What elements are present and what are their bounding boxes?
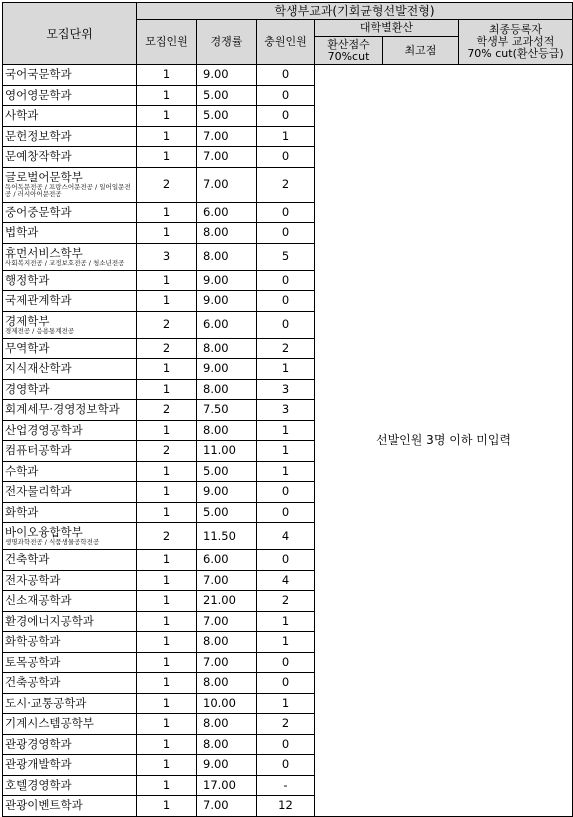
unit-name: 관광개발학과: [5, 757, 72, 772]
competition-rate: 9.00: [197, 291, 257, 312]
recruit-count: 1: [137, 570, 197, 591]
recruit-count: 1: [137, 714, 197, 735]
header-unit: 모집단위: [3, 3, 137, 65]
competition-rate: 8.00: [197, 734, 257, 755]
header-recruit: 모집인원: [137, 20, 197, 65]
recruit-count: 1: [137, 379, 197, 400]
competition-rate: 11.00: [197, 441, 257, 462]
competition-rate: 7.00: [197, 126, 257, 147]
unit-name: 문헌정보학과: [5, 128, 72, 143]
unit-cell: [3, 755, 137, 776]
unit-name: 건축학과: [5, 552, 50, 567]
additional-count: 4: [257, 523, 315, 550]
recruit-count: 2: [137, 400, 197, 421]
unit-name: 산업경영공학과: [5, 422, 83, 437]
additional-count: 1: [257, 611, 315, 632]
additional-count: 0: [257, 482, 315, 503]
competition-rate: 17.00: [197, 775, 257, 796]
header-group: 학생부교과(기회균형선발전형): [137, 3, 573, 20]
competition-rate: 7.00: [197, 167, 257, 202]
unit-majors: 사회복지전공 / 교정보호전공 / 청소년전공: [5, 258, 125, 267]
unit-name: 바이오융합학부: [5, 525, 83, 539]
unit-cell: [3, 106, 137, 127]
competition-rate: 9.00: [197, 755, 257, 776]
additional-count: 2: [257, 714, 315, 735]
additional-count: 12: [257, 796, 315, 817]
unit-cell: [3, 147, 137, 168]
recruit-count: 1: [137, 652, 197, 673]
competition-rate: 7.00: [197, 796, 257, 817]
unit-cell: [3, 461, 137, 482]
unit-name: 회계세무·경영정보학과: [5, 402, 120, 417]
competition-rate: 7.00: [197, 570, 257, 591]
unit-cell: [3, 270, 137, 291]
additional-count: 0: [257, 734, 315, 755]
unit-name: 호텔경영학과: [5, 777, 72, 792]
additional-count: 1: [257, 359, 315, 380]
unit-name: 화학공학과: [5, 634, 61, 649]
unit-cell: [3, 126, 137, 147]
recruit-count: 1: [137, 147, 197, 168]
unit-majors: 생명과학전공 / 식품생물공학전공: [5, 538, 100, 546]
additional-count: 0: [257, 202, 315, 223]
competition-rate: 7.00: [197, 652, 257, 673]
additional-count: 1: [257, 693, 315, 714]
unit-cell: [3, 243, 137, 270]
unit-majors: 경제전공 / 응용통계전공: [5, 326, 75, 335]
additional-count: -: [257, 775, 315, 796]
additional-count: 0: [257, 311, 315, 338]
unit-name: 신소재공학과: [5, 593, 72, 608]
recruit-count: 1: [137, 796, 197, 817]
additional-count: 3: [257, 400, 315, 421]
unit-cell: [3, 550, 137, 571]
additional-count: 0: [257, 550, 315, 571]
recruit-count: 1: [137, 673, 197, 694]
recruit-count: 2: [137, 441, 197, 462]
unit-name: 경영학과: [5, 381, 50, 396]
unit-cell: [3, 734, 137, 755]
unit-cell: [3, 591, 137, 612]
additional-count: 0: [257, 65, 315, 86]
header-univ-conv: 대학별환산: [315, 20, 459, 37]
additional-count: 0: [257, 291, 315, 312]
unit-name: 행정학과: [5, 272, 50, 287]
competition-rate: 11.50: [197, 523, 257, 550]
competition-rate: 5.00: [197, 502, 257, 523]
competition-rate: 8.00: [197, 243, 257, 270]
unit-cell: [3, 420, 137, 441]
unit-name: 지식재산학과: [5, 361, 72, 376]
unit-name: 문예창작학과: [5, 149, 72, 164]
unit-cell: [3, 400, 137, 421]
unit-name: 화학과: [5, 504, 39, 519]
recruit-count: 1: [137, 65, 197, 86]
recruit-count: 1: [137, 550, 197, 571]
recruit-count: 1: [137, 106, 197, 127]
additional-count: 5: [257, 243, 315, 270]
unit-name: 도시·교통공학과: [5, 695, 87, 710]
competition-rate: 5.00: [197, 85, 257, 106]
competition-rate: 5.00: [197, 106, 257, 127]
recruit-count: 1: [137, 775, 197, 796]
competition-rate: 9.00: [197, 270, 257, 291]
additional-count: 1: [257, 441, 315, 462]
competition-rate: 21.00: [197, 591, 257, 612]
competition-rate: 6.00: [197, 311, 257, 338]
competition-rate: 5.00: [197, 461, 257, 482]
recruit-count: 1: [137, 85, 197, 106]
header-grade-cut: 학생부 교과성적 70% cut(환산등급): [467, 35, 564, 60]
unit-name: 법학과: [5, 225, 39, 240]
unit-cell: [3, 223, 137, 244]
unit-name: 수학과: [5, 463, 39, 478]
competition-rate: 9.00: [197, 359, 257, 380]
recruit-count: 2: [137, 311, 197, 338]
additional-count: 0: [257, 106, 315, 127]
recruit-count: 1: [137, 359, 197, 380]
unit-name: 경제학부: [5, 313, 50, 328]
unit-cell: [3, 673, 137, 694]
competition-rate: 8.00: [197, 223, 257, 244]
unit-cell: [3, 85, 137, 106]
competition-rate: 8.00: [197, 673, 257, 694]
unit-cell: [3, 202, 137, 223]
additional-count: 0: [257, 652, 315, 673]
unit-cell: [3, 379, 137, 400]
unit-majors: 독어독문전공 / 프랑스어문전공 / 일어일문전공 / 러시아어문전공: [5, 183, 131, 198]
recruit-count: 1: [137, 126, 197, 147]
table-row: [3, 65, 573, 86]
unit-cell: [3, 693, 137, 714]
additional-count: 0: [257, 673, 315, 694]
unit-name: 전자물리학과: [5, 484, 72, 499]
recruit-count: 1: [137, 734, 197, 755]
header-additional: 충원인원: [257, 20, 315, 65]
unit-cell: [3, 291, 137, 312]
unit-name: 토목공학과: [5, 654, 61, 669]
unit-name: 휴먼서비스학부: [5, 245, 83, 260]
unit-cell: [3, 796, 137, 817]
header-max-score: 최고점: [383, 37, 459, 65]
admission-results-table: [2, 2, 573, 817]
recruit-count: 1: [137, 611, 197, 632]
unit-name: 관광이벤트학과: [5, 798, 83, 813]
additional-count: 4: [257, 570, 315, 591]
competition-rate: 9.00: [197, 482, 257, 503]
recruit-count: 1: [137, 291, 197, 312]
unit-cell: [3, 338, 137, 359]
unit-cell: [3, 359, 137, 380]
recruit-count: 1: [137, 632, 197, 653]
additional-count: 2: [257, 591, 315, 612]
additional-count: 0: [257, 147, 315, 168]
unit-name: 중어중문학과: [5, 204, 72, 219]
unit-name: 컴퓨터공학과: [5, 443, 72, 458]
additional-count: 2: [257, 167, 315, 202]
unit-cell: [3, 65, 137, 86]
unit-name: 환경에너지공학과: [5, 613, 94, 628]
recruit-count: 1: [137, 461, 197, 482]
additional-count: 0: [257, 223, 315, 244]
header-conv-score: 환산점수 70%cut: [315, 37, 383, 65]
recruit-count: 2: [137, 523, 197, 550]
unit-cell: [3, 775, 137, 796]
competition-rate: 7.00: [197, 147, 257, 168]
additional-count: 1: [257, 420, 315, 441]
additional-count: 0: [257, 502, 315, 523]
competition-rate: 6.00: [197, 550, 257, 571]
unit-name: 무역학과: [5, 340, 50, 355]
unit-name: 영어영문학과: [5, 87, 72, 102]
competition-rate: 10.00: [197, 693, 257, 714]
additional-count: 0: [257, 270, 315, 291]
recruit-count: 1: [137, 420, 197, 441]
unit-cell: [3, 482, 137, 503]
competition-rate: 7.50: [197, 400, 257, 421]
additional-count: 0: [257, 755, 315, 776]
not-entered-note: 선발인원 3명 이하 미입력: [315, 65, 573, 817]
unit-cell: [3, 652, 137, 673]
additional-count: 3: [257, 379, 315, 400]
competition-rate: 7.00: [197, 611, 257, 632]
competition-rate: 8.00: [197, 714, 257, 735]
additional-count: 1: [257, 126, 315, 147]
additional-count: 0: [257, 85, 315, 106]
recruit-count: 1: [137, 223, 197, 244]
header-final-reg: [459, 20, 573, 65]
unit-name: 국어국문학과: [5, 67, 72, 82]
unit-name: 글로벌어문학부: [5, 170, 83, 184]
recruit-count: 2: [137, 167, 197, 202]
unit-name: 전자공학과: [5, 572, 61, 587]
header-competition: 경쟁률: [197, 20, 257, 65]
recruit-count: 1: [137, 202, 197, 223]
competition-rate: 8.00: [197, 379, 257, 400]
recruit-count: 3: [137, 243, 197, 270]
unit-name: 국제관계학과: [5, 293, 72, 308]
unit-cell: [3, 570, 137, 591]
recruit-count: 1: [137, 482, 197, 503]
recruit-count: 2: [137, 338, 197, 359]
header-final-reg-label: 최종등록자: [488, 23, 543, 36]
competition-rate: 8.00: [197, 338, 257, 359]
recruit-count: 1: [137, 502, 197, 523]
unit-cell: [3, 441, 137, 462]
competition-rate: 8.00: [197, 420, 257, 441]
unit-name: 관광경영학과: [5, 736, 72, 751]
unit-cell: [3, 632, 137, 653]
recruit-count: 1: [137, 270, 197, 291]
unit-name: 건축공학과: [5, 675, 61, 690]
unit-cell: [3, 611, 137, 632]
recruit-count: 1: [137, 591, 197, 612]
additional-count: 2: [257, 338, 315, 359]
competition-rate: 9.00: [197, 65, 257, 86]
recruit-count: 1: [137, 693, 197, 714]
additional-count: 1: [257, 632, 315, 653]
unit-cell: [3, 311, 137, 338]
unit-cell: [3, 167, 137, 202]
unit-name: 사학과: [5, 108, 39, 123]
unit-cell: [3, 523, 137, 550]
unit-cell: [3, 714, 137, 735]
unit-name: 기계시스템공학부: [5, 716, 94, 731]
recruit-count: 1: [137, 755, 197, 776]
competition-rate: 8.00: [197, 632, 257, 653]
unit-cell: [3, 502, 137, 523]
additional-count: 1: [257, 461, 315, 482]
competition-rate: 6.00: [197, 202, 257, 223]
